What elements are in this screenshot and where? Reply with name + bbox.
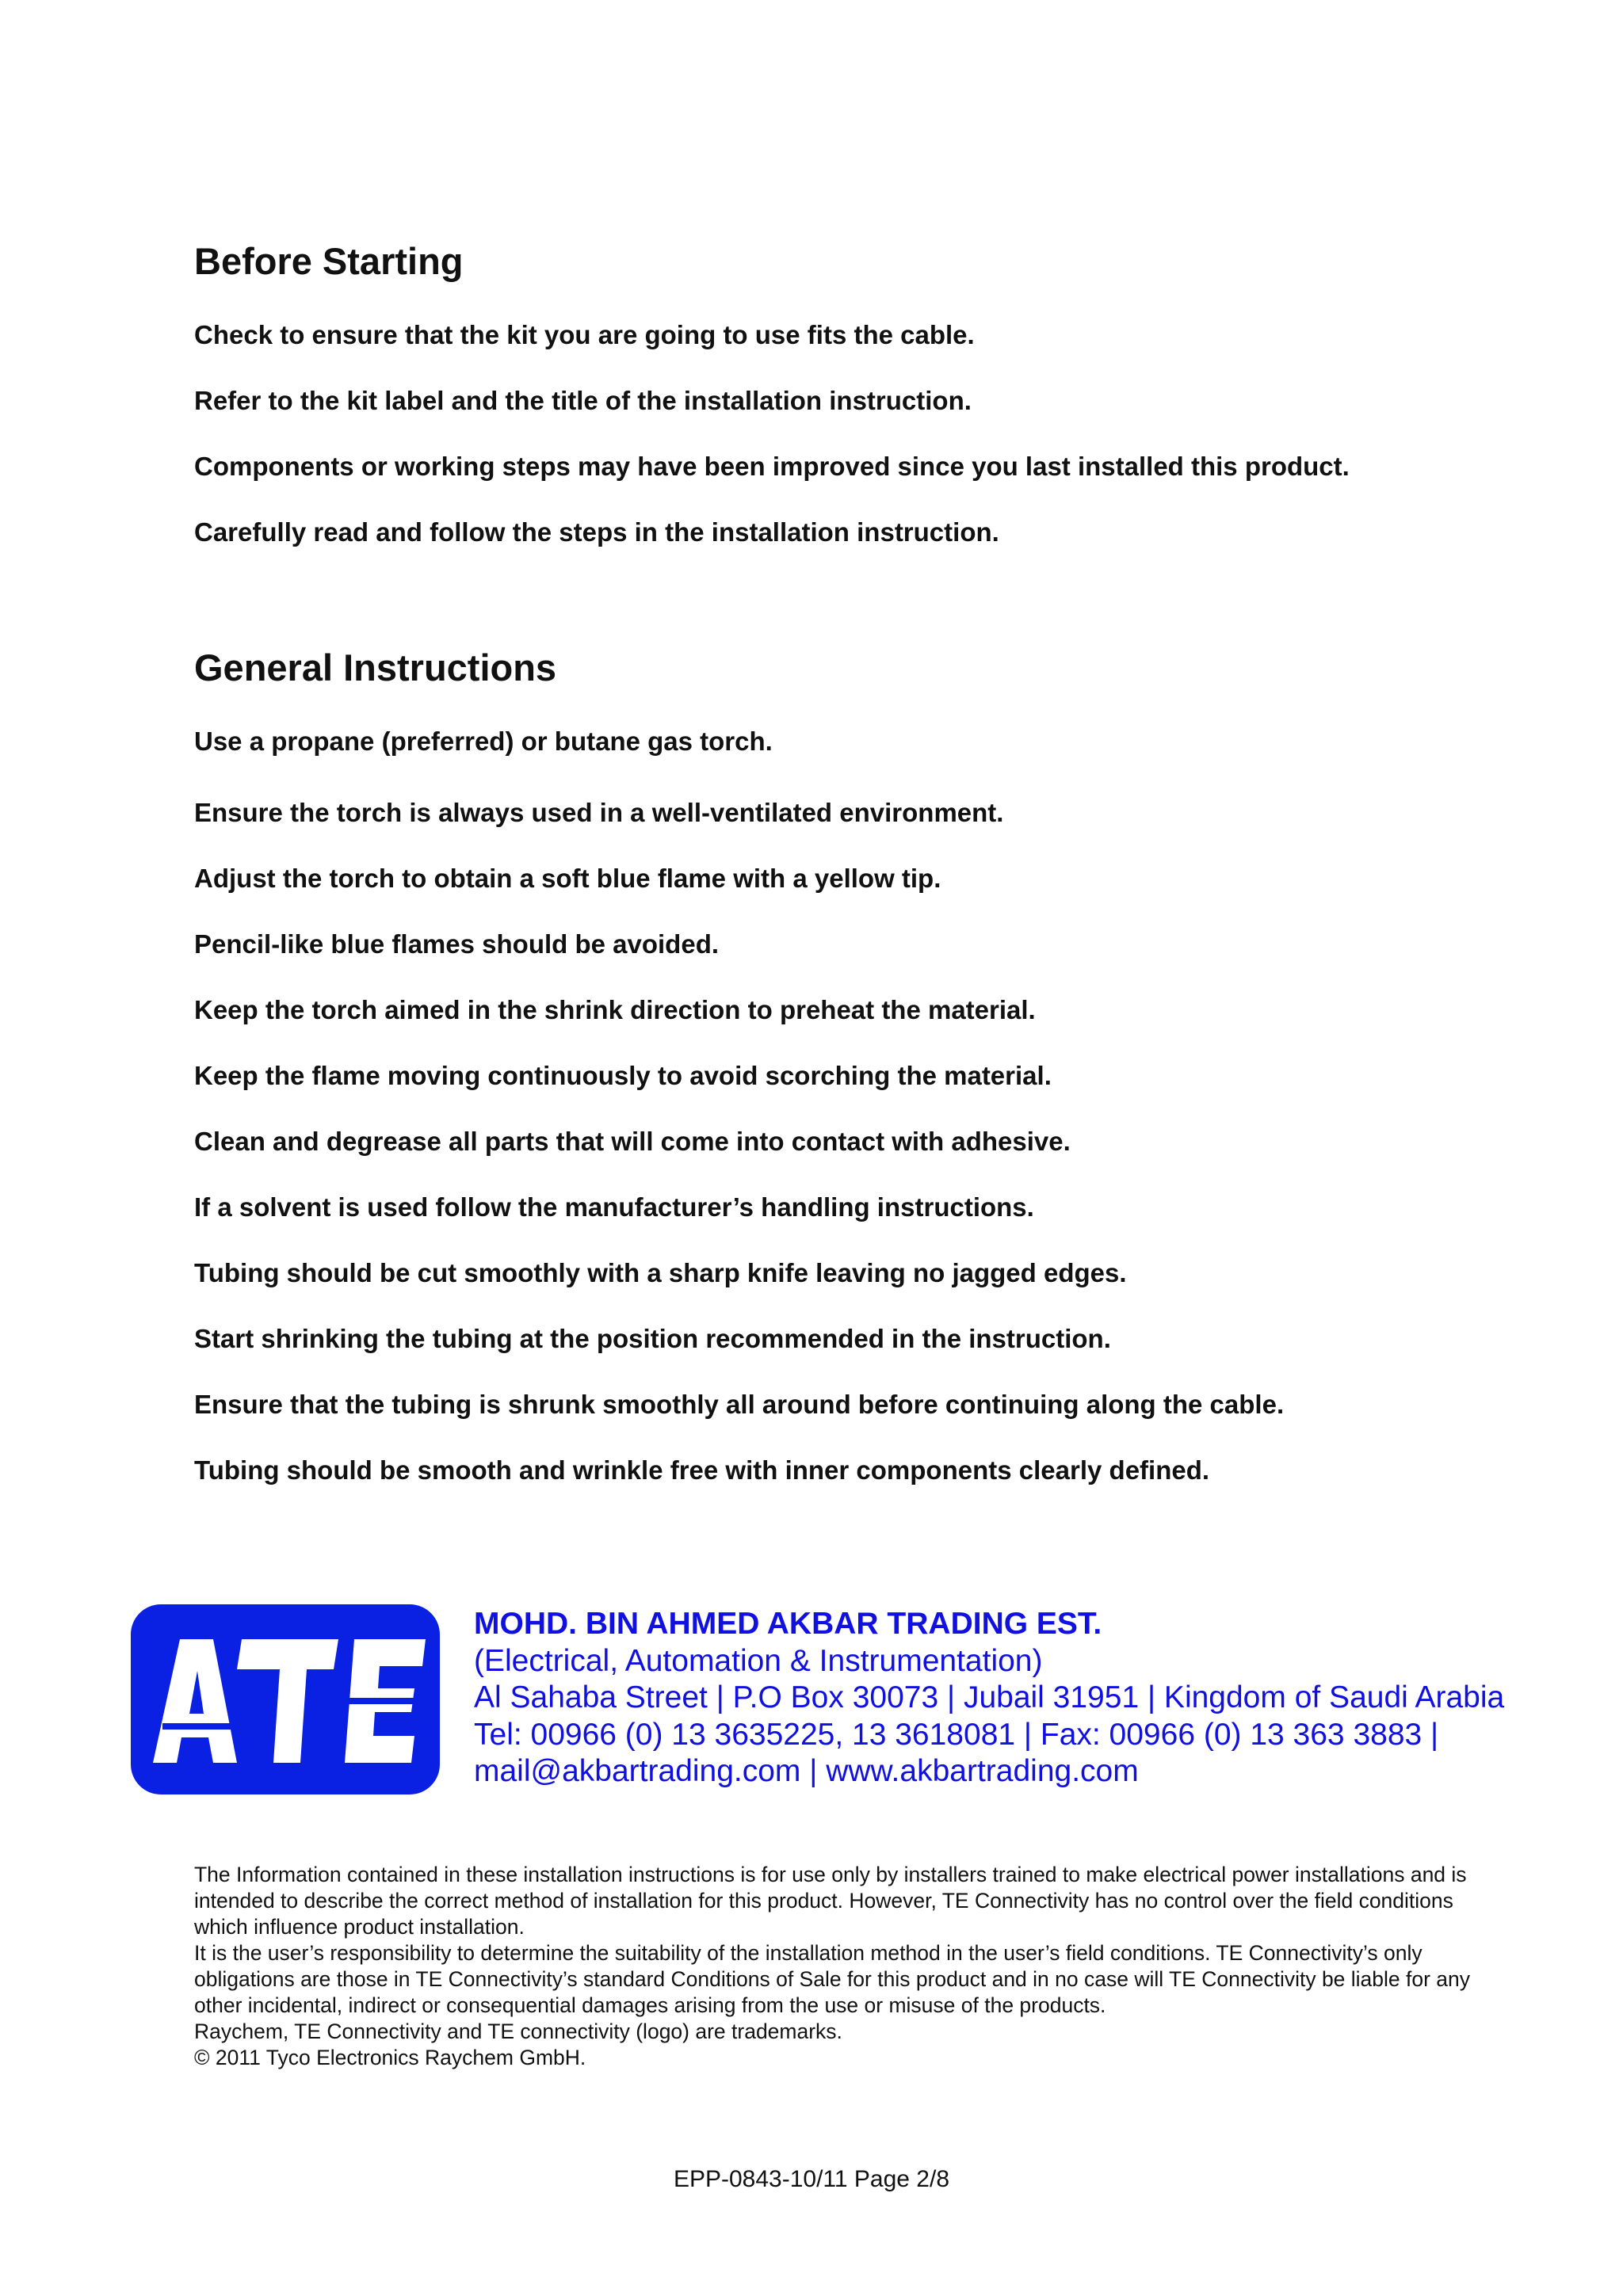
instruction-item: Tubing should be smooth and wrinkle free with inner components clearly defined. — [194, 1455, 1210, 1485]
instruction-item: Tubing should be cut smoothly with a sharp knife leaving no jagged edges. — [194, 1258, 1127, 1287]
instruction-item: Use a propane (preferred) or butane gas torch. — [194, 727, 773, 756]
company-name: MOHD. BIN AHMED AKBAR TRADING EST. — [474, 1607, 1102, 1641]
company-contact-block — [474, 1606, 1504, 1791]
instruction-item: Keep the torch aimed in the shrink direction to preheat the material. — [194, 995, 1036, 1024]
copyright-notice: © 2011 Tyco Electronics Raychem GmbH. — [194, 2046, 586, 2069]
before-item: Refer to the kit label and the title of the installation instruction. — [194, 386, 972, 415]
instruction-item: Pencil-like blue flames should be avoided. — [194, 929, 720, 959]
company-email-web: mail@akbartrading.com | www.akbartrading.com — [474, 1754, 1139, 1788]
legal-disclaimer — [194, 1862, 1494, 2071]
general-instructions-heading: General Instructions — [194, 646, 557, 688]
ate-logo-mark — [131, 1604, 440, 1794]
instruction-item: Adjust the torch to obtain a soft blue flame with a yellow tip. — [194, 864, 941, 893]
company-address: Al Sahaba Street | P.O Box 30073 | Jubail 31951 | Kingdom of Saudi Arabia — [474, 1680, 1505, 1714]
company-phone-fax: Tel: 00966 (0) 13 3635225, 13 3618081 | Fax: 00966 (0) 13 363 3883 | — [474, 1717, 1439, 1752]
instruction-item: Ensure the torch is always used in a well-ventilated environment. — [194, 798, 1004, 827]
instruction-item: If a solvent is used follow the manufacturer’s handling instructions. — [194, 1192, 1034, 1222]
instruction-item: Clean and degrease all parts that will come into contact with adhesive. — [194, 1127, 1071, 1156]
disclaimer-paragraph: It is the user’s responsibility to determine the suitability of the installation method in the user’s field conditions. TE Connectivity’s only obligations are those in TE Connectivity’s standard Conditions of Sale for this product and in no case will TE Connectivity be liable for any other incidental, indirect or consequential damages arising from the use or misuse of the products. — [194, 1941, 1471, 2017]
disclaimer-paragraph: The Information contained in these installation instructions is for use only by installers trained to make electrical power installations and is intended to describe the correct method of installation for this product. However, TE Connectivity has no control over the field conditions which influence product installation. — [194, 1863, 1467, 1939]
before-item: Carefully read and follow the steps in the installation instruction. — [194, 517, 999, 547]
page-footer: EPP-0843-10/11 Page 2/8 — [673, 2166, 950, 2192]
before-item: Components or working steps may have been improved since you last installed this product. — [194, 452, 1350, 481]
before-item: Check to ensure that the kit you are going to use fits the cable. — [194, 320, 975, 349]
ate-logo — [131, 1604, 440, 1794]
instruction-item: Keep the flame moving continuously to avoid scorching the material. — [194, 1061, 1052, 1090]
trademark-notice: Raychem, TE Connectivity and TE connectivity (logo) are trademarks. — [194, 2019, 842, 2043]
company-specialty: (Electrical, Automation & Instrumentation) — [474, 1643, 1043, 1678]
before-starting-heading: Before Starting — [194, 240, 464, 282]
instruction-item: Start shrinking the tubing at the position recommended in the instruction. — [194, 1324, 1111, 1353]
instruction-item: Ensure that the tubing is shrunk smoothly all around before continuing along the cable. — [194, 1390, 1285, 1419]
